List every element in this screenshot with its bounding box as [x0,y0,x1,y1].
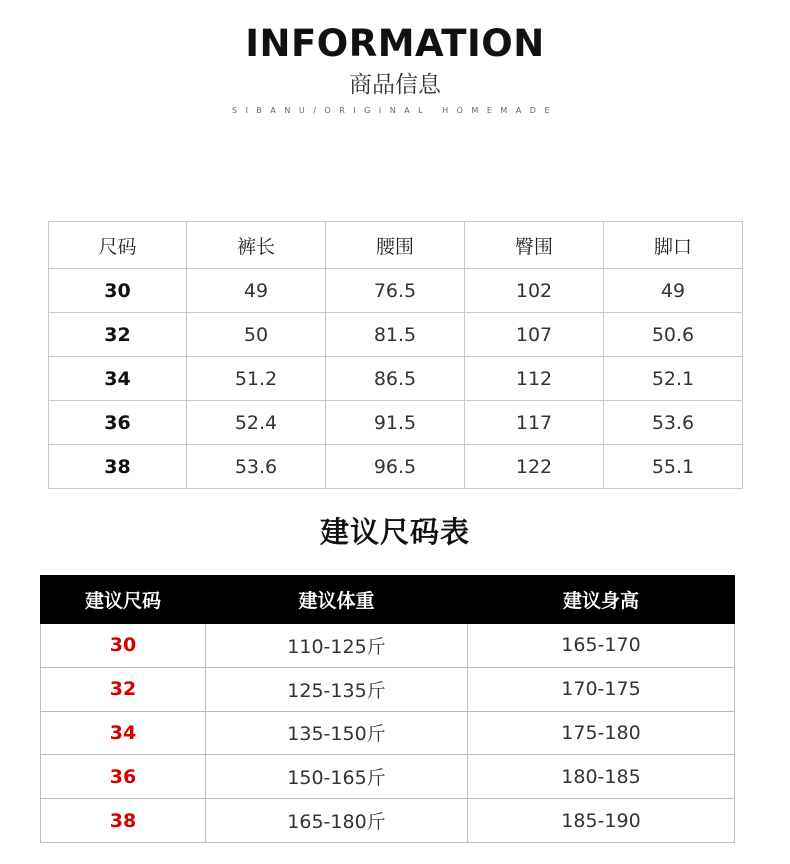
length-cell: 53.6 [187,445,326,489]
recommend-title: 建议尺码表 [319,515,470,549]
size-cell: 32 [49,313,187,357]
size-cell: 36 [49,401,187,445]
table-row [41,667,735,711]
waist-cell: 91.5 [326,401,465,445]
hem-cell: 55.1 [604,445,743,489]
length-cell: 51.2 [187,357,326,401]
table-row [41,711,735,755]
rec-size-cell: 38 [41,799,206,843]
hip-cell: 122 [465,445,604,489]
size-cell: 34 [49,357,187,401]
header-rec-weight: 建议体重 [206,576,468,624]
rec-height-cell: 170-175 [468,667,735,711]
waist-cell: 76.5 [326,269,465,313]
table-row [41,624,735,668]
hip-cell: 112 [465,357,604,401]
rec-size-cell: 36 [41,755,206,799]
hip-cell: 102 [465,269,604,313]
waist-cell: 86.5 [326,357,465,401]
size-table-header-row [49,222,743,269]
length-cell: 49 [187,269,326,313]
header-rec-height: 建议身高 [468,576,735,624]
length-cell: 52.4 [187,401,326,445]
table-row [41,799,735,843]
rec-weight-cell: 165-180斤 [206,799,468,843]
hem-cell: 49 [604,269,743,313]
table-row [49,445,743,489]
hip-cell: 107 [465,313,604,357]
table-row [49,269,743,313]
recommend-header-row [41,576,735,624]
header-rec-size: 建议尺码 [41,576,206,624]
header-length: 裤长 [187,222,326,269]
hem-cell: 52.1 [604,357,743,401]
size-cell: 30 [49,269,187,313]
brand-tagline: SIBANU/ORIGINAL HOMEMADE [231,106,559,115]
header-hem: 脚口 [604,222,743,269]
table-row [49,313,743,357]
rec-size-cell: 34 [41,711,206,755]
rec-size-cell: 32 [41,667,206,711]
header-hip: 臀围 [465,222,604,269]
hem-cell: 53.6 [604,401,743,445]
waist-cell: 81.5 [326,313,465,357]
size-cell: 38 [49,445,187,489]
rec-height-cell: 185-190 [468,799,735,843]
size-table [48,221,743,489]
rec-size-cell: 30 [41,624,206,668]
header-waist: 腰围 [326,222,465,269]
rec-weight-cell: 125-135斤 [206,667,468,711]
rec-weight-cell: 150-165斤 [206,755,468,799]
waist-cell: 96.5 [326,445,465,489]
hip-cell: 117 [465,401,604,445]
rec-height-cell: 180-185 [468,755,735,799]
recommend-table [40,575,735,843]
rec-weight-cell: 135-150斤 [206,711,468,755]
hem-cell: 50.6 [604,313,743,357]
page-title: INFORMATION [245,22,545,65]
page-subtitle: 商品信息 [349,72,441,98]
rec-height-cell: 165-170 [468,624,735,668]
rec-weight-cell: 110-125斤 [206,624,468,668]
rec-height-cell: 175-180 [468,711,735,755]
header-size: 尺码 [49,222,187,269]
table-row [41,755,735,799]
table-row [49,401,743,445]
length-cell: 50 [187,313,326,357]
table-row [49,357,743,401]
